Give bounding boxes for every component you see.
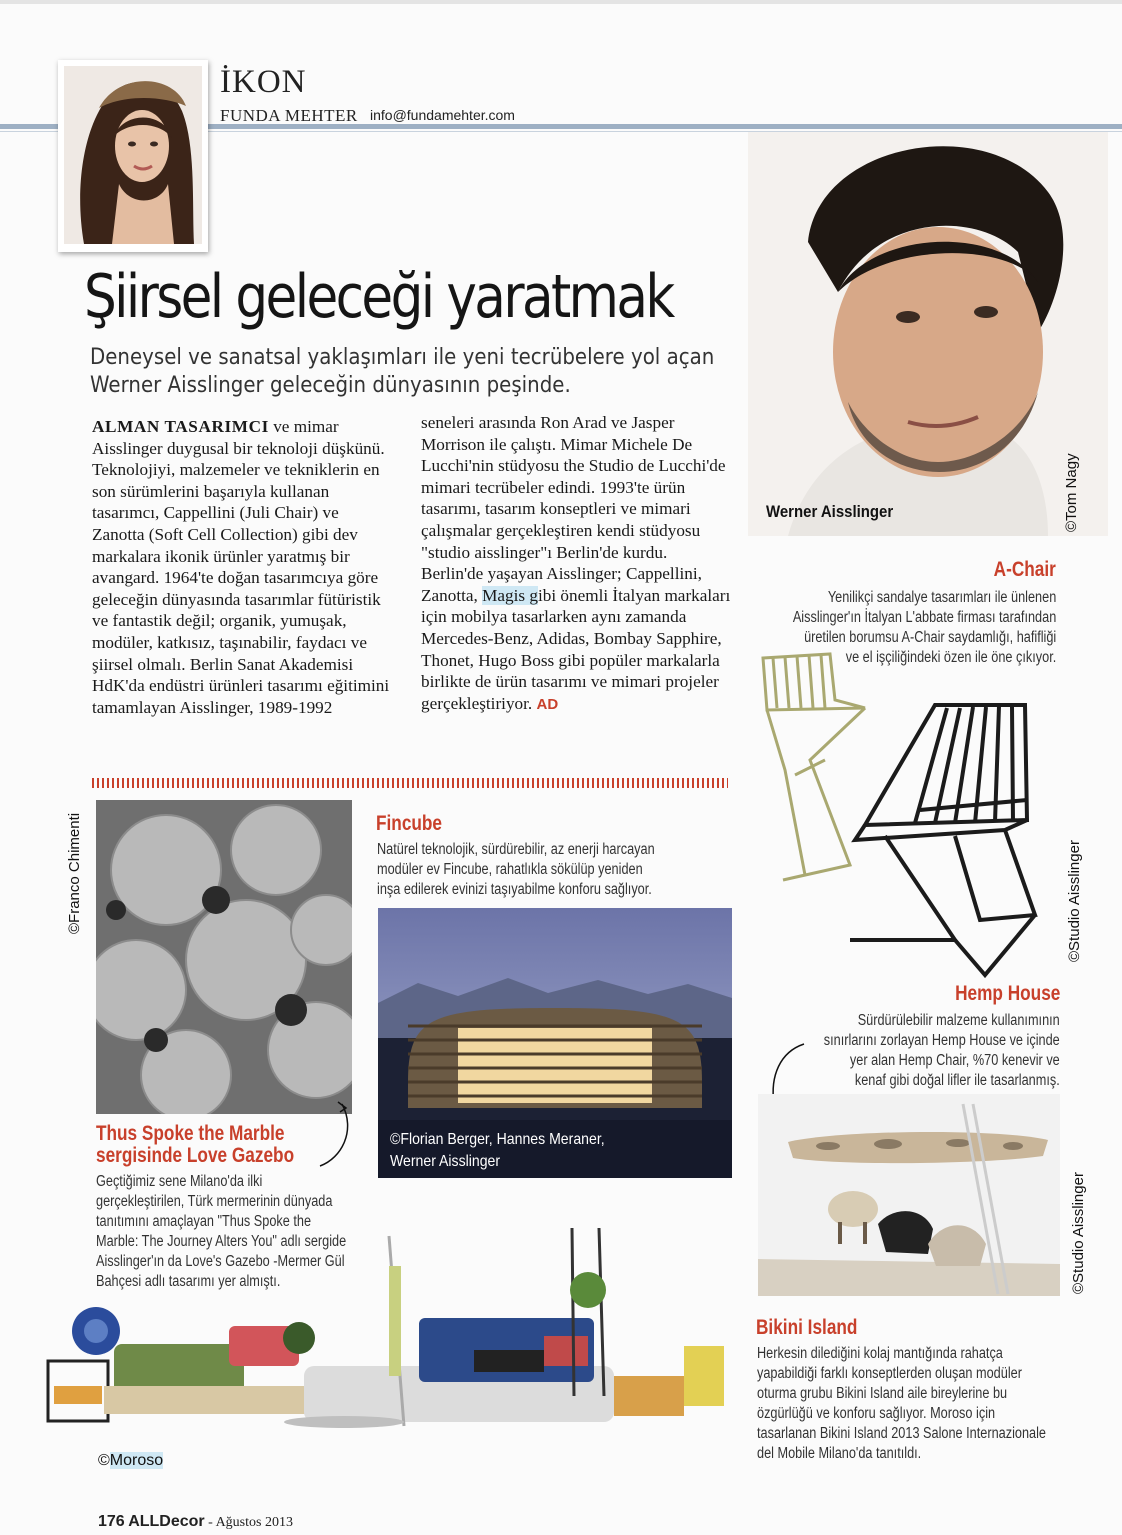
marble-title-line-1: Thus Spoke the Marble <box>96 1122 285 1145</box>
article-column-2 <box>421 412 733 715</box>
magazine-name: ALLDecor <box>128 1513 205 1530</box>
author-name: FUNDA MEHTER <box>220 106 358 125</box>
issue-date: Ağustos 2013 <box>215 1515 293 1530</box>
marble-title-line-2: sergisinde Love Gazebo <box>96 1144 295 1167</box>
hemp-text-line: kenaf gibi doğal lifler ile tasarlanmış. <box>855 1072 1060 1089</box>
hemp-title: Hemp House <box>954 982 1060 1005</box>
marble-text-line: Aisslinger'ın da Love's Gazebo -Mermer Gül <box>96 1253 345 1270</box>
hemp-text <box>824 1011 1060 1091</box>
signoff: AD <box>536 695 559 713</box>
bikini-text <box>757 1344 1046 1464</box>
credit-studio-aisslinger-1: ©Studio Aisslinger <box>1066 840 1083 962</box>
section-title: İKON <box>220 64 307 100</box>
fincube-title: Fincube <box>376 812 443 835</box>
fincube-credit-line-2: Werner Aisslinger <box>390 1153 501 1170</box>
credit-studio-aisslinger-2: ©Studio Aisslinger <box>1070 1172 1087 1294</box>
marble-text-line: tanıtımını amaçlayan "Thus Spoke the <box>96 1213 312 1230</box>
bikini-text-line: del Mobile Milano'da tanıtıldı. <box>757 1445 922 1462</box>
fincube-credit-line-1: ©Florian Berger, Hannes Meraner, <box>390 1131 605 1148</box>
article-deck: Deneysel ve sanatsal yaklaşımları ile yeni tecrübelere yol açan Werner Aisslinger geleceğin dünyasının peşinde. <box>90 345 715 398</box>
bikini-text-line: özgürlüğü ve konforu sağlıyor. Moroso için <box>757 1405 996 1422</box>
bikini-text-line: tasarlanan Bikini Island 2013 Salone Internazionale <box>757 1425 1046 1442</box>
author-email[interactable]: info@fundamehter.com <box>370 107 515 123</box>
achair-text-line: ve el işçiliğindeki özen ile öne çıkıyor. <box>845 649 1056 666</box>
hemp-text-line: Sürdürülebilir malzeme kullanımının <box>857 1012 1060 1029</box>
portrait-photo <box>748 132 1108 536</box>
fincube-photo-credit <box>390 1129 605 1173</box>
author-photo <box>64 66 202 244</box>
bikini-island-photo <box>44 1226 734 1442</box>
article-col1-text: ve mimar Aisslinger duygusal bir teknoloji düşkünü. Teknolojiyi, malzemeler ve tekniklerin en son sürümlerini başarıyla kullanan tasarımcı, Cappellini (Juli Chair) ve Zanotta (Soft Cell Collection) gibi dev markalara ikonik ürünler yaratmış bir avangard. 1964'te doğan tasarımcıya göre geleceğin dünyasında tasarımlar fütüristik ve fantastik değil; organik, yumuşak, modüler, katkısız, taşınabilir, faydacı ve şiirsel olmalı. Berlin Sanat Akademisi HdK'da endüstri ürünleri tasarımı eğitimini tamamlayan Aisslinger, 1989-1992 <box>92 417 390 717</box>
article-col2-text-a: seneleri arasında Ron Arad ve Jasper Morrison ile çalıştı. Mimar Michele De Lucchi'nin stüdyosu the Studio de Lucchi'de mimari tecrübeler edindi. 1993'te ürün tasarımı, tasarım konseptleri ve mimari çalışmalar gerçekleştiren kendi stüdyosu "studio aisslinger"ı Berlin'de kurdu. Berlin'de yaşayan Aisslinger; Cappellini, Zanotta, <box>421 413 726 605</box>
highlighted-text: Magis g <box>482 585 538 605</box>
hemp-house-photo <box>758 1094 1060 1296</box>
marble-text-line: Geçtiğimiz sene Milano'da ilki <box>96 1173 263 1190</box>
credit-tom-nagy: ©Tom Nagy <box>1063 453 1080 532</box>
page-number: 176 <box>98 1513 125 1530</box>
marble-text-line: Marble: The Journey Alters You" adlı sergide <box>96 1233 347 1250</box>
bikini-text-line: oturma grubu Bikini Island aile bireylerine bu <box>757 1385 1008 1402</box>
bikini-text-line: yapabildiği farklı konseptlerden oluşan modüler <box>757 1365 1022 1382</box>
article-title: Şiirsel geleceği yaratmak <box>84 262 673 332</box>
article-lead: ALMAN TASARIMCI <box>92 417 269 436</box>
fincube-text-line: modüler ev Fincube, rahatlıkla sökülüp yeniden <box>377 861 643 878</box>
marble-title <box>96 1123 294 1167</box>
portrait-caption: Werner Aisslinger <box>766 502 894 521</box>
love-gazebo-photo <box>96 800 352 1114</box>
page-footer <box>98 1513 293 1531</box>
fincube-text <box>377 840 655 900</box>
fincube-text-line: Natürel teknolojik, sürdürebilir, az enerji harcayan <box>377 841 655 858</box>
credit-moroso-name: Moroso <box>109 1452 164 1469</box>
credit-moroso <box>98 1452 163 1470</box>
achair-text-line: Aisslinger'ın İtalyan L'abbate firması tarafından <box>792 609 1056 626</box>
hemp-text-line: yer alan Hemp Chair, %70 kenevir ve <box>850 1052 1060 1069</box>
article-col2-text-b: ibi önemli İtalyan markaları için mobilya tasarlarken aynı zamanda Mercedes-Benz, Adidas, Bombay Sapphire, Thonet, Hugo Boss gibi popüler markalarla birlikte de ürün tasarımı ve mimari projeler gerçekleştiriyor. <box>421 585 731 713</box>
achair-title: A-Chair <box>993 558 1056 581</box>
article-column-1 <box>92 416 392 718</box>
achair-text-line: Yenilikçi sandalye tasarımları ile ünlenen <box>827 589 1056 606</box>
fincube-text-line: inşa edilerek evinizi taşıyabilme konforu sağlıyor. <box>377 881 652 898</box>
dotted-divider <box>92 778 728 788</box>
marble-text-line: Bahçesi adlı tasarımı yer almıştı. <box>96 1273 281 1290</box>
credit-franco-chimenti: ©Franco Chimenti <box>66 812 83 934</box>
arrow-icon <box>312 1100 356 1172</box>
footer-separator: - <box>208 1515 213 1530</box>
achair-text-line: üretilen borumsu A-Chair saydamlığı, hafifliği <box>803 629 1056 646</box>
hemp-text-line: sınırlarını zorlayan Hemp House ve içinde <box>824 1032 1060 1049</box>
copyright-mark: © <box>98 1452 110 1469</box>
bikini-text-line: Herkesin dilediğini kolaj mantığında rahatça <box>757 1345 1003 1362</box>
top-edge <box>0 0 1122 4</box>
achair-photo <box>755 650 1055 980</box>
marble-text-line: gerçekleştirilen, Türk mermerinin dünyada <box>96 1193 333 1210</box>
bikini-title: Bikini Island <box>756 1316 858 1339</box>
